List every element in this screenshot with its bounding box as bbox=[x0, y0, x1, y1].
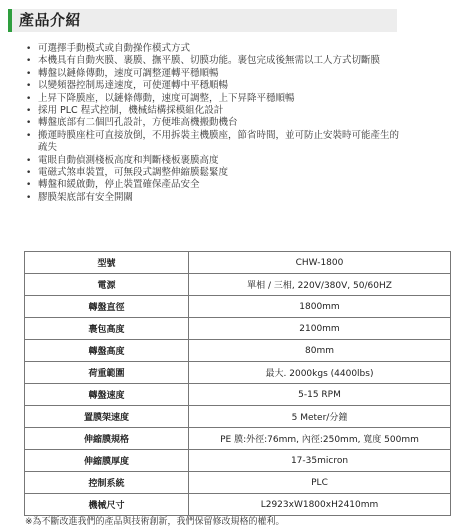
spec-label: 電源 bbox=[25, 274, 189, 296]
spec-table bbox=[24, 251, 451, 516]
table-row bbox=[25, 296, 451, 318]
feature-item: • 以變頻器控制馬達速度，可使運轉中平穩順暢 bbox=[26, 80, 406, 92]
spec-label: 轉盤速度 bbox=[25, 384, 189, 406]
feature-item: • 可選擇手動模式或自動操作模式方式 bbox=[26, 43, 406, 55]
spec-value: 80mm bbox=[189, 340, 451, 362]
table-row bbox=[25, 274, 451, 296]
feature-item: • 轉盤和緩啟動，停止裝置確保產品安全 bbox=[26, 179, 406, 191]
spec-value: 17-35micron bbox=[189, 450, 451, 472]
spec-value: PLC bbox=[189, 472, 451, 494]
spec-value: CHW-1800 bbox=[189, 252, 451, 274]
table-row bbox=[25, 252, 451, 274]
spec-value: 單相 / 三相, 220V/380V, 50/60HZ bbox=[189, 274, 451, 296]
spec-label: 伸縮膜厚度 bbox=[25, 450, 189, 472]
table-row bbox=[25, 384, 451, 406]
spec-label: 伸縮膜規格 bbox=[25, 428, 189, 450]
spec-label: 型號 bbox=[25, 252, 189, 274]
feature-item: • 膠膜架底部有安全開關 bbox=[26, 192, 406, 204]
spec-label: 控制系統 bbox=[25, 472, 189, 494]
feature-item: • 採用 PLC 程式控制，機械結構採模組化設計 bbox=[26, 105, 406, 117]
feature-item: • 搬運時膜座柱可直接放倒，不用拆裝主機膜座，節省時間，並可防止安裝時可能產生的疏失 bbox=[26, 130, 406, 155]
spec-label: 裹包高度 bbox=[25, 318, 189, 340]
spec-label: 轉盤直徑 bbox=[25, 296, 189, 318]
spec-value: 2100mm bbox=[189, 318, 451, 340]
feature-item: • 上昇下降膜座，以鏈條傳動，速度可調整，上下昇降平穩順暢 bbox=[26, 93, 406, 105]
spec-label: 轉盤高度 bbox=[25, 340, 189, 362]
footnote: ※為不斷改進我們的產品與技術創新，我們保留修改規格的權利。 bbox=[25, 517, 285, 527]
feature-item: • 轉盤底部有二個凹孔設計，方便堆高機搬動機台 bbox=[26, 117, 406, 129]
table-row bbox=[25, 450, 451, 472]
spec-value: 5-15 RPM bbox=[189, 384, 451, 406]
feature-item: • 本機具有自動夾膜、裹膜、撫平膜、切膜功能。裹包完成後無需以工人方式切斷膜 bbox=[26, 55, 406, 67]
spec-label: 置膜架速度 bbox=[25, 406, 189, 428]
spec-value: L2923xW1800xH2410mm bbox=[189, 494, 451, 516]
feature-item: • 轉盤以鏈條傳動，速度可調整運轉平穩順暢 bbox=[26, 68, 406, 80]
spec-value: 最大. 2000kgs (4400lbs) bbox=[189, 362, 451, 384]
section-header bbox=[8, 9, 397, 32]
table-row bbox=[25, 472, 451, 494]
table-row bbox=[25, 428, 451, 450]
spec-value: 5 Meter/分鐘 bbox=[189, 406, 451, 428]
table-row bbox=[25, 340, 451, 362]
spec-label: 荷重範圍 bbox=[25, 362, 189, 384]
table-row bbox=[25, 406, 451, 428]
spec-value: 1800mm bbox=[189, 296, 451, 318]
spec-value: PE 膜:外徑:76mm, 內徑:250mm, 寬度 500mm bbox=[189, 428, 451, 450]
table-row bbox=[25, 318, 451, 340]
section-title: 產品介紹 bbox=[19, 11, 82, 29]
accent-bar bbox=[8, 9, 12, 32]
spec-label: 機械尺寸 bbox=[25, 494, 189, 516]
table-row bbox=[25, 362, 451, 384]
table-row bbox=[25, 494, 451, 516]
feature-item: • 電磁式煞車裝置，可無段式調整伸縮膜鬆緊度 bbox=[26, 167, 406, 179]
feature-item: • 電眼自動偵測棧板高度和判斷棧板裹膜高度 bbox=[26, 155, 406, 167]
feature-list bbox=[26, 43, 406, 204]
